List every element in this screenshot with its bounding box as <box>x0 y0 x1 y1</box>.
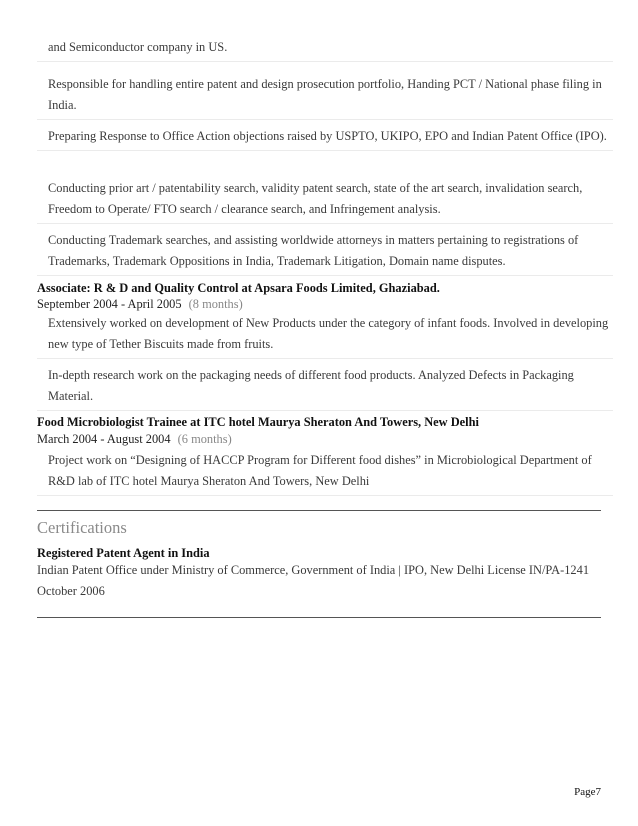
certification-detail: Indian Patent Office under Ministry of Commerce, Government of India | IPO, New Delhi License IN/PA-1241 October 2006 <box>37 563 590 598</box>
experience-bullet: In-depth research work on the packaging needs of different food products. Analyzed Defects in Packaging Material. <box>37 365 613 411</box>
date-range: September 2004 - April 2005 <box>37 297 182 311</box>
experience-bullet: Preparing Response to Office Action objections raised by USPTO, UKIPO, EPO and Indian Patent Office (IPO). <box>37 126 613 151</box>
page-number: Page7 <box>574 786 601 798</box>
job-dates <box>37 294 243 315</box>
experience-bullet: Conducting Trademark searches, and assisting worldwide attorneys in matters pertaining to registrations of Trademarks, Trademark Oppositions in India, Trademark Litigation, Domain name disputes. <box>37 230 613 276</box>
certification-title: Registered Patent Agent in India <box>37 546 210 560</box>
duration: (8 months) <box>188 297 243 311</box>
date-range: March 2004 - August 2004 <box>37 432 171 446</box>
experience-bullet: Responsible for handling entire patent and design prosecution portfolio, Handing PCT / National phase filing in India. <box>37 74 613 120</box>
job-title: Associate: R & D and Quality Control at Apsara Foods Limited, Ghaziabad. <box>37 281 440 295</box>
experience-bullet: Extensively worked on development of New Products under the category of infant foods. Involved in developing new type of Tether Biscuits made from fruits. <box>37 313 613 359</box>
section-divider <box>37 510 601 511</box>
section-divider <box>37 617 601 618</box>
job-title: Food Microbiologist Trainee at ITC hotel Maurya Sheraton And Towers, New Delhi <box>37 415 479 429</box>
experience-bullet: Project work on “Designing of HACCP Program for Different food dishes” in Microbiological Department of R&D lab of ITC hotel Maurya Sheraton And Towers, New Delhi <box>37 450 613 496</box>
job-dates <box>37 429 232 450</box>
experience-bullet: Conducting prior art / patentability search, validity patent search, state of the art search, invalidation search, Freedom to Operate/ FTO search / clearance search, and Infringement analysis. <box>37 178 613 224</box>
duration: (6 months) <box>177 432 232 446</box>
section-heading: Certifications <box>37 518 127 537</box>
experience-bullet: and Semiconductor company in US. <box>37 37 613 62</box>
